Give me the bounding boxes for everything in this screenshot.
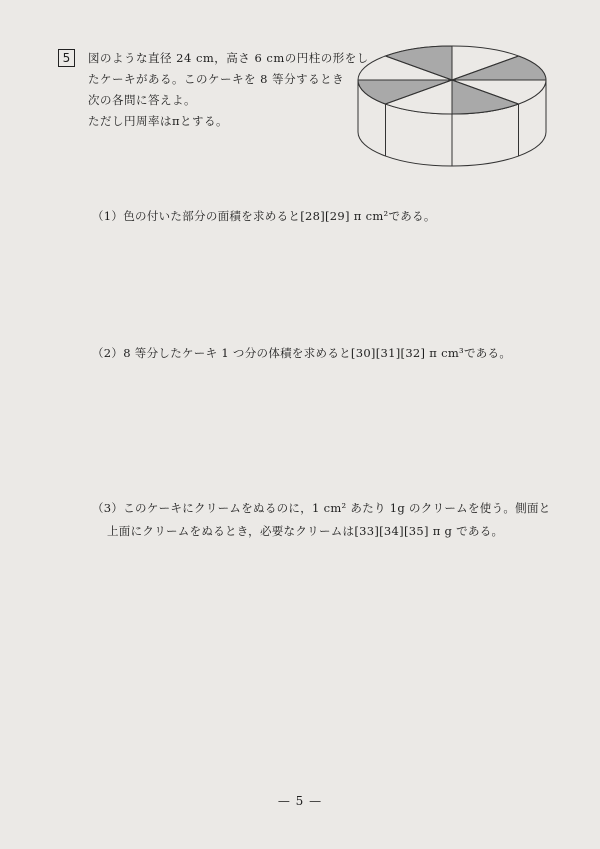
problem-number-box: 5 [58,49,75,67]
problem-intro [88,48,369,132]
intro-line-3: 次の各問に答えよ。 [88,93,196,107]
intro-line-1: 図のような直径 24 cm，高さ 6 cmの円柱の形をし [88,51,369,65]
question-3-line-2: 上面にクリームをぬるとき，必要なクリームは[33][34][35] π g である。 [107,524,504,538]
intro-line-4: ただし円周率はπとする。 [88,114,229,128]
intro-line-2: たケーキがある。このケーキを 8 等分するとき [88,72,345,86]
page-number: — 5 — [277,794,323,808]
cake-cylinder-figure [356,44,548,168]
question-3-line-1: （3）このケーキにクリームをぬるのに，1 cm² あたり 1g のクリームを使う。側面と [92,501,551,515]
question-1: （1）色の付いた部分の面積を求めると[28][29] π cm²である。 [92,209,436,223]
question-2: （2）8 等分したケーキ 1 つ分の体積を求めると[30][31][32] π cm³である。 [92,346,512,360]
